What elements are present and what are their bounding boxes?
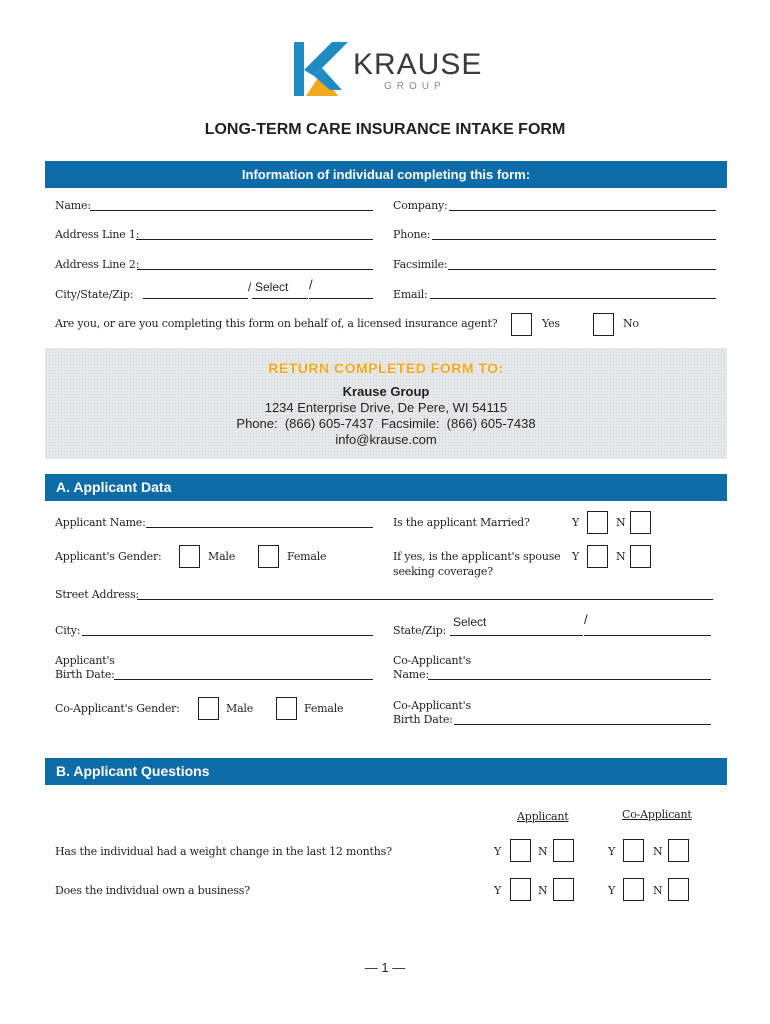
email-label: Email:	[393, 288, 428, 301]
city-label: City:	[55, 624, 81, 637]
agent-no-checkbox[interactable]	[593, 313, 614, 336]
street-label: Street Address:	[55, 588, 139, 601]
coname-label-line2: Name:	[393, 668, 429, 681]
brand-name: KRAUSE	[353, 48, 483, 81]
agent-no-label: No	[623, 317, 639, 330]
q1-co-y-label: Y	[608, 845, 616, 858]
cobirth-label-line2: Birth Date:	[393, 713, 453, 726]
section-b-header: B. Applicant Questions	[45, 758, 727, 785]
state-select[interactable]: Select	[255, 280, 289, 294]
cogender-male-checkbox[interactable]	[198, 697, 219, 720]
page-number: — 1 —	[364, 960, 406, 975]
spouse-y-checkbox[interactable]	[587, 545, 608, 568]
a-slash: /	[584, 612, 588, 627]
married-y-checkbox[interactable]	[587, 511, 608, 534]
a-state-select[interactable]: Select	[453, 615, 487, 629]
q2-app-n-label: N	[538, 884, 548, 897]
question-weight-change: Has the individual had a weight change in the last 12 months?	[55, 845, 392, 858]
married-y-label: Y	[572, 516, 580, 529]
krause-k-logo-icon	[292, 40, 352, 98]
return-email: info@krause.com	[335, 432, 437, 447]
q1-co-n-checkbox[interactable]	[668, 839, 689, 862]
return-company: Krause Group	[342, 384, 430, 399]
a-zip-field[interactable]	[584, 635, 711, 636]
name-label: Name:	[55, 199, 91, 212]
address2-label: Address Line 2:	[55, 258, 140, 271]
q2-co-n-checkbox[interactable]	[668, 878, 689, 901]
address1-field[interactable]	[136, 239, 373, 240]
q1-co-y-checkbox[interactable]	[623, 839, 644, 862]
spouse-n-label: N	[616, 550, 626, 563]
citystatezip-label: City/State/Zip:	[55, 288, 134, 301]
fax-label: Facsimile:	[393, 258, 448, 271]
applicant-name-field[interactable]	[146, 527, 373, 528]
phone-field[interactable]	[432, 239, 716, 240]
spouse-question-line2: seeking coverage?	[393, 565, 493, 578]
company-field[interactable]	[449, 210, 716, 211]
return-address: 1234 Enterprise Drive, De Pere, WI 54115	[264, 400, 508, 415]
coname-field[interactable]	[428, 679, 711, 680]
company-label: Company:	[393, 199, 448, 212]
return-phones: Phone: (866) 605-7437 Facsimile: (866) 605-7438	[236, 416, 536, 431]
married-n-label: N	[616, 516, 626, 529]
address2-field[interactable]	[137, 269, 373, 270]
birth-label-line2: Birth Date:	[55, 668, 115, 681]
a-city-field[interactable]	[82, 635, 373, 636]
address1-label: Address Line 1:	[55, 228, 140, 241]
q2-co-y-checkbox[interactable]	[623, 878, 644, 901]
gender-male-checkbox[interactable]	[179, 545, 200, 568]
question-own-business: Does the individual own a business?	[55, 884, 250, 897]
cobirth-field[interactable]	[454, 724, 711, 725]
birth-label-line1: Applicant's	[55, 654, 115, 667]
street-field[interactable]	[137, 599, 713, 600]
name-field[interactable]	[90, 210, 373, 211]
q2-app-y-label: Y	[494, 884, 502, 897]
spouse-n-checkbox[interactable]	[630, 545, 651, 568]
q1-app-y-checkbox[interactable]	[510, 839, 531, 862]
cogender-female-label: Female	[304, 702, 344, 715]
applicant-name-label: Applicant Name:	[55, 516, 146, 529]
a-state-field[interactable]	[450, 635, 583, 636]
cobirth-label-line1: Co-Applicant's	[393, 699, 471, 712]
cogender-label: Co-Applicant's Gender:	[55, 702, 180, 715]
q1-co-n-label: N	[653, 845, 663, 858]
gender-female-checkbox[interactable]	[258, 545, 279, 568]
slash-2: /	[309, 277, 313, 292]
city-field[interactable]	[143, 298, 248, 299]
married-question: Is the applicant Married?	[393, 516, 530, 529]
info-section-header: Information of individual completing this form:	[45, 161, 727, 188]
q1-app-y-label: Y	[494, 845, 502, 858]
coname-label-line1: Co-Applicant's	[393, 654, 471, 667]
state-field[interactable]	[252, 298, 308, 299]
krause-logo	[290, 40, 490, 100]
col-coapplicant-header: Co-Applicant	[622, 808, 692, 821]
phone-label: Phone:	[393, 228, 431, 241]
email-field[interactable]	[430, 298, 716, 299]
col-applicant-header: Applicant	[517, 810, 569, 823]
cogender-male-label: Male	[226, 702, 254, 715]
return-heading: RETURN COMPLETED FORM TO:	[268, 360, 504, 376]
q2-app-n-checkbox[interactable]	[553, 878, 574, 901]
birth-date-field[interactable]	[114, 679, 373, 680]
q2-co-y-label: Y	[608, 884, 616, 897]
q1-app-n-checkbox[interactable]	[553, 839, 574, 862]
slash-1: /	[248, 280, 252, 294]
agent-yes-label: Yes	[542, 317, 560, 330]
statezip-label: State/Zip:	[393, 624, 447, 637]
agent-yes-checkbox[interactable]	[511, 313, 532, 336]
spouse-question-line1: If yes, is the applicant's spouse	[393, 550, 561, 563]
cogender-female-checkbox[interactable]	[276, 697, 297, 720]
gender-label: Applicant's Gender:	[55, 550, 162, 563]
brand-sub: GROUP	[384, 81, 446, 92]
page-title: LONG-TERM CARE INSURANCE INTAKE FORM	[204, 121, 566, 138]
married-n-checkbox[interactable]	[630, 511, 651, 534]
q2-co-n-label: N	[653, 884, 663, 897]
agent-question: Are you, or are you completing this form on behalf of, a licensed insurance agent?	[55, 317, 498, 330]
spouse-y-label: Y	[572, 550, 580, 563]
section-a-header: A. Applicant Data	[45, 474, 727, 501]
fax-field[interactable]	[448, 269, 716, 270]
zip-field[interactable]	[309, 298, 373, 299]
gender-female-label: Female	[287, 550, 327, 563]
q2-app-y-checkbox[interactable]	[510, 878, 531, 901]
q1-app-n-label: N	[538, 845, 548, 858]
gender-male-label: Male	[208, 550, 236, 563]
